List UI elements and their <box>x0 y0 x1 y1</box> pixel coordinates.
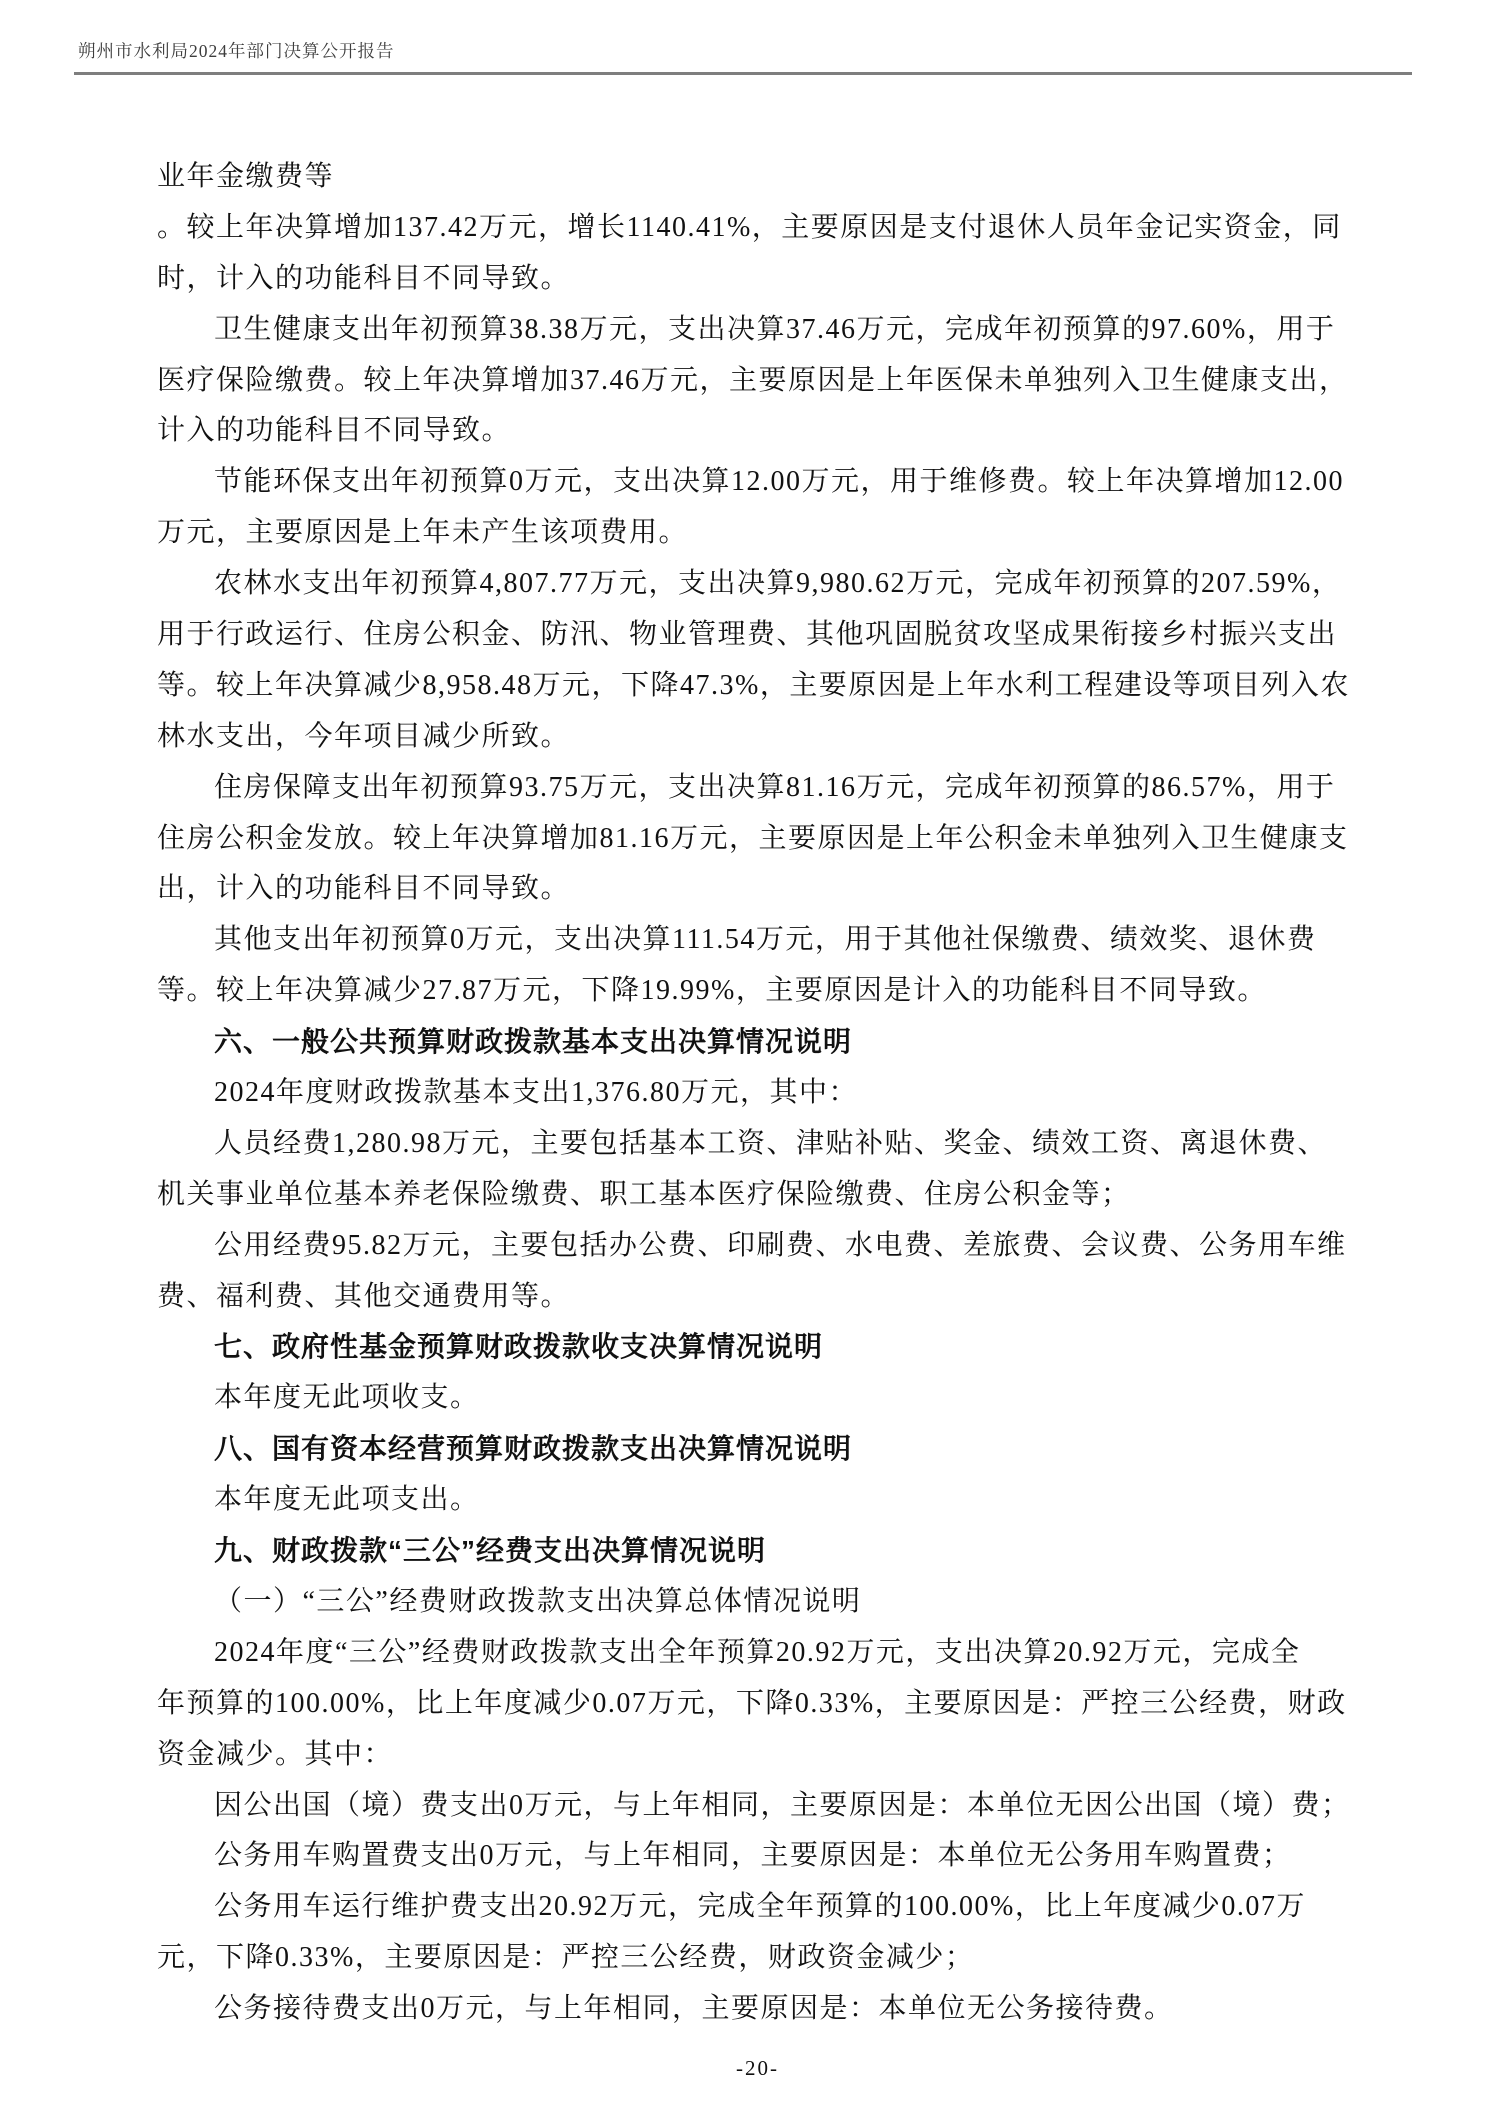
text-line: 节能环保支出年初预算0万元，支出决算12.00万元，用于维修费。较上年决算增加12.00 <box>214 466 1345 498</box>
section-heading: 八、国有资本经营预算财政拨款支出决算情况说明 <box>214 1433 853 1465</box>
text-line: 公务接待费支出0万元，与上年相同，主要原因是：本单位无公务接待费。 <box>214 1993 1174 2025</box>
text-line: 元，下降0.33%，主要原因是：严控三公经费，财政资金减少； <box>157 1942 975 1974</box>
text-line: 卫生健康支出年初预算38.38万元，支出决算37.46万元，完成年初预算的97.60%，用于 <box>214 313 1336 345</box>
text-line: 业年金缴费等 <box>157 161 335 192</box>
text-line: 其他支出年初预算0万元，支出决算111.54万元，用于其他社保缴费、绩效奖、退休费 <box>214 924 1317 956</box>
text-line: 公用经费95.82万元，主要包括办公费、印刷费、水电费、差旅费、会议费、公务用车维 <box>214 1229 1347 1261</box>
section-heading: 九、财政拨款“三公”经费支出决算情况说明 <box>214 1535 767 1567</box>
text-line: 医疗保险缴费。较上年决算增加37.46万元，主要原因是上年医保未单独列入卫生健康支出， <box>157 364 1349 396</box>
text-line: 年预算的100.00%，比上年度减少0.07万元，下降0.33%，主要原因是：严控三公经费，财政 <box>157 1687 1347 1719</box>
text-line: 公务用车运行维护费支出20.92万元，完成全年预算的100.00%，比上年度减少0.07万 <box>214 1891 1306 1923</box>
text-line: 机关事业单位基本养老保险缴费、职工基本医疗保险缴费、住房公积金等； <box>157 1178 1131 1210</box>
text-line: 等。较上年决算减少27.87万元，下降19.99%，主要原因是计入的功能科目不同导致。 <box>157 975 1267 1007</box>
header-rule <box>74 72 1412 75</box>
header-title: 朔州市水利局2024年部门决算公开报告 <box>78 41 395 61</box>
text-line: 出，计入的功能科目不同导致。 <box>157 873 571 905</box>
text-line: 等。较上年决算减少8,958.48万元，下降47.3%，主要原因是上年水利工程建设等项目列入农 <box>157 669 1350 701</box>
page-header <box>0 0 1487 80</box>
text-line: 用于行政运行、住房公积金、防汛、物业管理费、其他巩固脱贫攻坚成果衔接乡村振兴支出 <box>157 619 1338 651</box>
document-body <box>157 152 1378 2035</box>
text-line: 2024年度“三公”经费财政拨款支出全年预算20.92万元，支出决算20.92万元，完成全 <box>214 1636 1301 1668</box>
text-line: （一）“三公”经费财政拨款支出决算总体情况说明 <box>214 1585 862 1617</box>
text-line: 住房保障支出年初预算93.75万元，支出决算81.16万元，完成年初预算的86.57%，用于 <box>214 771 1336 803</box>
text-line: 。较上年决算增加137.42万元，增长1140.41%，主要原因是支付退休人员年金记实资金，同 <box>157 211 1342 243</box>
text-line: 因公出国（境）费支出0万元，与上年相同，主要原因是：本单位无因公出国（境）费； <box>214 1789 1351 1821</box>
text-line: 住房公积金发放。较上年决算增加81.16万元，主要原因是上年公积金未单独列入卫生健康支 <box>157 822 1349 854</box>
text-line: 万元，主要原因是上年未产生该项费用。 <box>157 517 689 549</box>
text-line: 2024年度财政拨款基本支出1,376.80万元，其中： <box>214 1077 859 1109</box>
text-line: 本年度无此项支出。 <box>214 1484 480 1516</box>
text-line: 农林水支出年初预算4,807.77万元，支出决算9,980.62万元，完成年初预算的207.59%， <box>214 568 1342 600</box>
page-footer <box>0 2056 1487 2081</box>
text-line: 林水支出，今年项目减少所致。 <box>157 720 571 752</box>
section-heading: 六、一般公共预算财政拨款基本支出决算情况说明 <box>214 1026 853 1058</box>
text-line: 公务用车购置费支出0万元，与上年相同，主要原因是：本单位无公务用车购置费； <box>214 1840 1292 1872</box>
text-line: 人员经费1,280.98万元，主要包括基本工资、津贴补贴、奖金、绩效工资、离退休费、 <box>214 1127 1328 1159</box>
text-line: 时，计入的功能科目不同导致。 <box>157 262 571 294</box>
text-line: 本年度无此项收支。 <box>214 1382 480 1414</box>
text-line: 计入的功能科目不同导致。 <box>157 415 512 447</box>
text-line: 资金减少。其中： <box>157 1738 394 1770</box>
page-number: -20- <box>736 2056 779 2080</box>
section-heading: 七、政府性基金预算财政拨款收支决算情况说明 <box>214 1331 824 1363</box>
text-line: 费、福利费、其他交通费用等。 <box>157 1280 571 1312</box>
